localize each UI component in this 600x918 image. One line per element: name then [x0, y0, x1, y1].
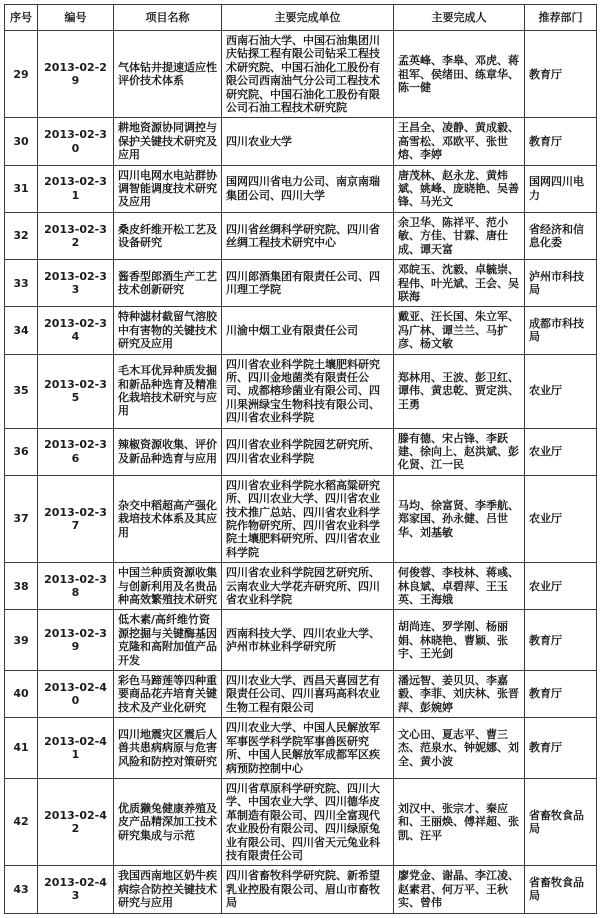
cell-serial-number: 38	[5, 563, 38, 610]
cell-project-name: 特种滤材截留气溶胶中有害物的关键技术研究及应用	[114, 307, 222, 354]
cell-project-name: 四川地震灾区震后人兽共患病病原与危害风险和防控对策研究	[114, 718, 222, 779]
cell-main-contributors: 王昌全、凌静、黄成毅、高雪松、邓欧平、张世熔、李婷	[394, 118, 525, 165]
table-row	[5, 866, 597, 913]
cell-code: 2013-02-29	[38, 31, 114, 118]
cell-project-name: 酱香型郎酒生产工艺技术创新研究	[114, 260, 222, 307]
cell-main-contributors: 刘汉中、张宗才、秦应和、王丽焕、傅祥超、张凯、汪平	[394, 778, 525, 865]
cell-completing-units: 四川郎酒集团有限责任公司、四川理工学院	[222, 260, 394, 307]
cell-completing-units: 四川省农业科学院土壤肥料研究所、四川金地菌类有限责任公司、成都榕珍菌业有限公司、四川果洲绿宝生物科技有限公司、四川省农业科学院	[222, 354, 394, 428]
cell-completing-units: 四川省畜牧科学研究院、新希望乳业控股有限公司、眉山市畜牧局	[222, 866, 394, 913]
table-row	[5, 778, 597, 865]
cell-completing-units: 四川农业大学、中国人民解放军军事医学科学院军事兽医研究所、中国人民解放军成都军区疾病预防控制中心	[222, 718, 394, 779]
cell-main-contributors: 廖党金、谢晶、李江凌、赵素君、何万平、王秋实、曾伟	[394, 866, 525, 913]
cell-serial-number: 42	[5, 778, 38, 865]
cell-project-name: 低木素/高纤维竹资源挖掘与关键酶基因克隆和高附加值产品开发	[114, 610, 222, 671]
cell-project-name: 彩色马蹄莲等四种重要商品花卉培育关键技术及产业化研究	[114, 671, 222, 718]
cell-recommending-department: 泸州市科技局	[525, 260, 597, 307]
cell-serial-number: 29	[5, 31, 38, 118]
cell-main-contributors: 胡尚连、罗学刚、杨丽娟、林晓艳、曹颖、张宇、王光剑	[394, 610, 525, 671]
column-header-no: 序号	[5, 5, 38, 31]
cell-main-contributors: 唐茂林、赵永龙、黄炜斌、姚峰、庞晓艳、吴善锋、马光文	[394, 165, 525, 212]
cell-completing-units: 四川省草原科学研究院、四川大学、中国农业大学、四川德华皮革制造有限公司、四川全富现代农业股份有限公司、四川绿原兔业有限公司、四川省天元兔业科技有限责任公司	[222, 778, 394, 865]
cell-recommending-department: 教育厅	[525, 31, 597, 118]
cell-code: 2013-02-31	[38, 165, 114, 212]
cell-serial-number: 35	[5, 354, 38, 428]
cell-project-name: 气体钻井提速适应性评价技术体系	[114, 31, 222, 118]
cell-project-name: 辣椒资源收集、评价及新品种选育与应用	[114, 428, 222, 475]
cell-main-contributors: 余卫华、陈祥平、范小敏、方佳、甘霖、唐仕成、谭天富	[394, 212, 525, 259]
cell-code: 2013-02-37	[38, 475, 114, 562]
cell-code: 2013-02-36	[38, 428, 114, 475]
table-row	[5, 671, 597, 718]
cell-serial-number: 33	[5, 260, 38, 307]
cell-recommending-department: 农业厅	[525, 563, 597, 610]
cell-main-contributors: 戴亚、汪长国、朱立军、冯广林、谭兰兰、马扩彦、杨文敏	[394, 307, 525, 354]
cell-recommending-department: 国网四川电力	[525, 165, 597, 212]
table-header-row	[5, 5, 597, 31]
column-header-department: 推荐部门	[525, 5, 597, 31]
cell-main-contributors: 何俊蓉、李枝林、蒋彧、林良斌、卓碧萍、王玉英、王海娥	[394, 563, 525, 610]
cell-recommending-department: 农业厅	[525, 475, 597, 562]
cell-recommending-department: 教育厅	[525, 610, 597, 671]
cell-project-name: 我国西南地区奶牛疾病综合防控关键技术研究与应用	[114, 866, 222, 913]
cell-main-contributors: 文心田、夏志平、曹三杰、范泉水、钟妮娜、刘全、黄小波	[394, 718, 525, 779]
cell-project-name: 毛木耳优异种质发掘和新品种选育及精准化栽培技术研究与应用	[114, 354, 222, 428]
column-header-project: 项目名称	[114, 5, 222, 31]
cell-completing-units: 四川省农业科学院水稻高粱研究所、四川农业大学、四川省农业技术推广总站、四川省农业科学院作物研究所、四川省农业科学院土壤肥料研究所、四川省农业科学院	[222, 475, 394, 562]
table-row	[5, 718, 597, 779]
cell-main-contributors: 马均、徐富贤、李季航、郑家国、孙永健、吕世华、刘基敏	[394, 475, 525, 562]
cell-recommending-department: 农业厅	[525, 354, 597, 428]
column-header-people: 主要完成人	[394, 5, 525, 31]
cell-completing-units: 西南石油大学、中国石油集团川庆钻探工程有限公司钻采工程技术研究院、中国石油化工股份有限公司西南油气分公司工程技术研究院、中国石油化工股份有限公司石油工程技术研究院	[222, 31, 394, 118]
cell-main-contributors: 邓皖玉、沈毅、卓毓崇、程伟、叶光斌、王会、吴联海	[394, 260, 525, 307]
cell-code: 2013-02-30	[38, 118, 114, 165]
column-header-units: 主要完成单位	[222, 5, 394, 31]
cell-main-contributors: 孟英峰、李皋、邓虎、蒋祖军、侯绪田、练章华、陈一健	[394, 31, 525, 118]
cell-serial-number: 32	[5, 212, 38, 259]
cell-code: 2013-02-35	[38, 354, 114, 428]
cell-recommending-department: 教育厅	[525, 671, 597, 718]
column-header-code: 编号	[38, 5, 114, 31]
table-row	[5, 563, 597, 610]
table-row	[5, 165, 597, 212]
cell-code: 2013-02-42	[38, 778, 114, 865]
cell-code: 2013-02-39	[38, 610, 114, 671]
cell-recommending-department: 教育厅	[525, 718, 597, 779]
cell-recommending-department: 教育厅	[525, 118, 597, 165]
cell-serial-number: 31	[5, 165, 38, 212]
cell-serial-number: 34	[5, 307, 38, 354]
cell-serial-number: 37	[5, 475, 38, 562]
cell-serial-number: 39	[5, 610, 38, 671]
table-row	[5, 610, 597, 671]
awards-table	[4, 4, 597, 914]
cell-main-contributors: 郑林用、王波、彭卫红、谭伟、黄忠乾、贾定洪、王勇	[394, 354, 525, 428]
cell-completing-units: 川渝中烟工业有限责任公司	[222, 307, 394, 354]
cell-project-name: 优质獭兔健康养殖及皮产品精深加工技术研究集成与示范	[114, 778, 222, 865]
table-row	[5, 428, 597, 475]
cell-recommending-department: 农业厅	[525, 428, 597, 475]
cell-project-name: 中国兰种质资源收集与创新利用及名贵品种高效繁殖技术研究	[114, 563, 222, 610]
cell-project-name: 四川电网水电站群协调智能调度技术研究及应用	[114, 165, 222, 212]
cell-project-name: 杂交中稻超高产强化栽培技术体系及其应用	[114, 475, 222, 562]
cell-code: 2013-02-43	[38, 866, 114, 913]
cell-completing-units: 四川农业大学、西昌天喜园艺有限责任公司、四川喜玛高科农业生物工程有限公司	[222, 671, 394, 718]
cell-completing-units: 西南科技大学、四川农业大学、泸州市林业科学研究所	[222, 610, 394, 671]
cell-recommending-department: 省畜牧食品局	[525, 866, 597, 913]
cell-code: 2013-02-32	[38, 212, 114, 259]
cell-code: 2013-02-34	[38, 307, 114, 354]
cell-main-contributors: 潘远智、姜贝贝、李嘉毅、李菲、刘庆林、张晋萍、彭婉婷	[394, 671, 525, 718]
table-row	[5, 307, 597, 354]
cell-code: 2013-02-38	[38, 563, 114, 610]
table-row	[5, 31, 597, 118]
cell-project-name: 耕地资源协同调控与保护关键技术研究及应用	[114, 118, 222, 165]
table-row	[5, 118, 597, 165]
cell-recommending-department: 成都市科技局	[525, 307, 597, 354]
cell-serial-number: 41	[5, 718, 38, 779]
cell-serial-number: 36	[5, 428, 38, 475]
cell-completing-units: 国网四川省电力公司、南京南瑞集团公司、四川大学	[222, 165, 394, 212]
cell-recommending-department: 省经济和信息化委	[525, 212, 597, 259]
cell-code: 2013-02-33	[38, 260, 114, 307]
cell-completing-units: 四川省农业科学院园艺研究所、四川省农业科学院	[222, 428, 394, 475]
cell-recommending-department: 省畜牧食品局	[525, 778, 597, 865]
cell-code: 2013-02-40	[38, 671, 114, 718]
cell-serial-number: 43	[5, 866, 38, 913]
cell-completing-units: 四川省丝绸科学研究院、四川省丝绸工程技术研究中心	[222, 212, 394, 259]
cell-completing-units: 四川省农业科学院园艺研究所、云南农业大学花卉研究所、四川省农业科学院	[222, 563, 394, 610]
cell-completing-units: 四川农业大学	[222, 118, 394, 165]
cell-code: 2013-02-41	[38, 718, 114, 779]
cell-serial-number: 40	[5, 671, 38, 718]
cell-project-name: 桑皮纤维开松工艺及设备研究	[114, 212, 222, 259]
cell-serial-number: 30	[5, 118, 38, 165]
cell-main-contributors: 滕有德、宋占锋、李跃建、徐向上、赵洪斌、彭化贤、江一民	[394, 428, 525, 475]
table-row	[5, 212, 597, 259]
table-row	[5, 475, 597, 562]
table-row	[5, 354, 597, 428]
table-row	[5, 260, 597, 307]
